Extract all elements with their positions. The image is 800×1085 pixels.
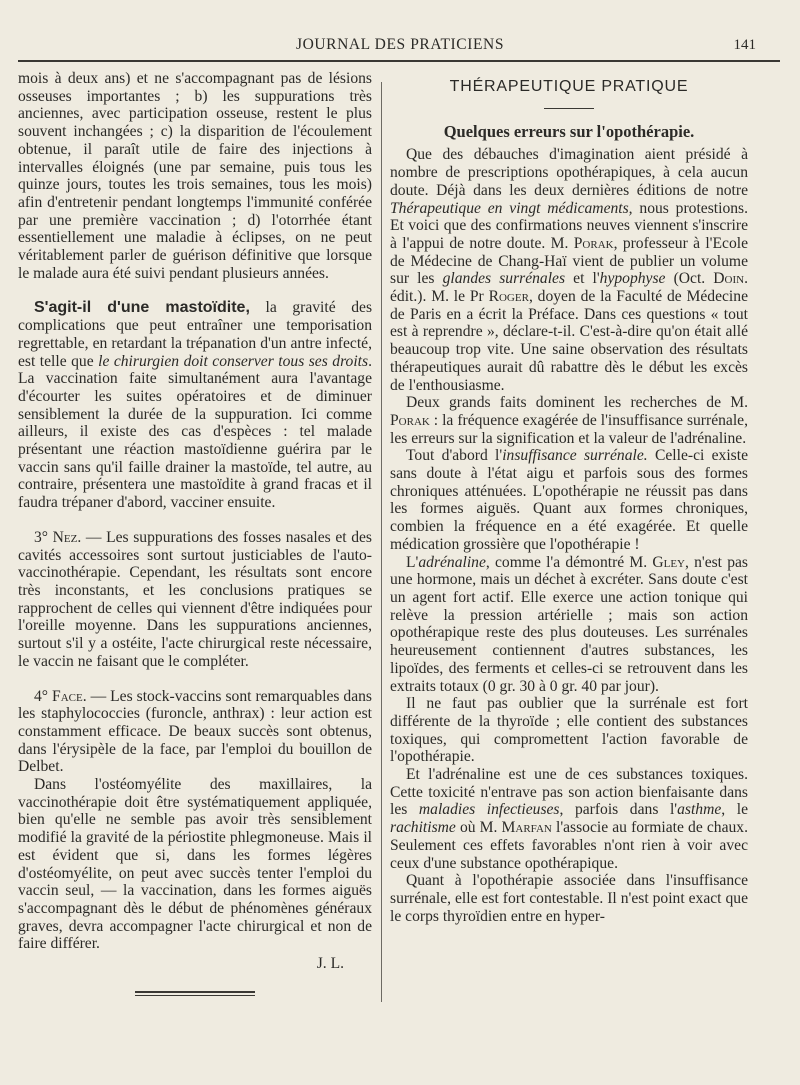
run-in-heading: S'agit-il d'une mastoïdite, bbox=[34, 299, 250, 317]
author-signature: J. L. bbox=[316, 955, 344, 973]
paragraph-intro: Que des débauches d'imagination aient présidé à nombre de prescriptions opothérapiques, à cela aucun doute. Déjà dans les deux dernières éditions de notre Thérapeutique en vingt médicaments, nous protestions. Et voici que des confirmations neuves viennent s'inscrire à l'appui de notre doute. M. Porak, professeur à l'Ecole de Médecine de Chang-Haï vient de publier un volume sur les glandes surrénales et l'hypophyse (Oct. Doin. édit.). M. le Pr Roger, doyen de la Faculté de Médecine de Paris en a écrit la Préface. Dans ces questions « tout est à reprendre », déclare-t-il. C'est-à-dire qu'on était allé beaucoup trop vite. Une saine observation des résultats thérapeutiques aurait dû rabattre dès le début les excès de l'enthousiasme. bbox=[390, 146, 749, 394]
running-head bbox=[0, 36, 800, 58]
paragraph-face: 4° Face. — Les stock-vaccins sont remarquables dans les staphylococcies (furoncle, anthrax) : leur action est constamment efficace. De beaux succès sont obtenus, dans l'érysipèle de la face, par l'emploi du bouillon de Delbet. bbox=[18, 687, 372, 776]
section-heading: THÉRAPEUTIQUE PRATIQUE bbox=[449, 78, 689, 95]
paragraph-nez: 3° Nez. — Les suppurations des fosses nasales et des cavités accessoires sont surtout justiciables de l'auto-vaccinothérapie. Cependant, les résultats sont encore très inconstants, et les conclusions pratiques se rapprochent de celles qui viennent d'être indiquées pour l'oreille moyenne. Dans les suppurations anciennes, surtout s'il y a ostéite, l'acte chirurgical reste nécessaire, le vaccin ne faisant que le compléter. bbox=[18, 528, 372, 670]
section-rule bbox=[544, 108, 594, 109]
end-rule bbox=[135, 991, 255, 996]
subsection-label-face: Face. bbox=[52, 687, 87, 705]
paragraph-osteomyelitis: Dans l'ostéomyélite des maxillaires, la vaccinothérapie doit être systématiquement appliquée, bien qu'elle ne semble pas avoir très sensiblement modifié la gravité de la périostite phlegmoneuse. Mais il est évident que si, dans les formes légères d'ostéomyélite, on peut avec succès tenter l'emploi du vaccin seul, — la vaccination, dans les formes aiguës s'accompagnant dès le début de phénomènes généraux graves, devra accompagner l'acte chirurgical et non de faire différer. bbox=[18, 776, 372, 953]
emphasis: le chirurgien doit conserver tous ses droits bbox=[98, 352, 369, 370]
column-divider bbox=[381, 82, 382, 1002]
left-column bbox=[18, 70, 372, 996]
paragraph-toxicity: Et l'adrénaline est une de ces substances toxiques. Cette toxicité n'entrave pas son action bienfaisante dans les maladies infectieuses, parfois dans l'asthme, le rachitisme où M. Marfan l'associe au formiate de chaux. Seulement ces effets favorables n'ont rien à voir avec ceux d'une substance opothérapique. bbox=[390, 766, 748, 872]
article-title: Quelques erreurs sur l'opothérapie. bbox=[443, 121, 695, 141]
subsection-label-nez: Nez. bbox=[52, 528, 82, 546]
journal-title: JOURNAL DES PRATICIENS bbox=[295, 36, 505, 53]
paragraph-otorrhea-conclusions: mois à deux ans) et ne s'accompagnant pas de lésions osseuses importantes ; b) les suppurations très anciennes, avec participation osseuse, restent le plus souvent inchangées ; c) la disparition de l'écoulement obtenue, il paraît utile de faire des injections à intervalles éloignés (une par semaine, puis tous les quinze jours, toutes les trois semaines, tous les mois) afin d'entretenir pendant longtemps l'immunité conférée par une première vaccination ; d) l'otorrhée étant essentiellement une maladie à éclipses, on ne peut véritablement parler de guérison définitive que lorsque le malade aura été suivi pendant plusieurs années. bbox=[18, 70, 372, 282]
paragraph-associated: Quant à l'opothérapie associée dans l'insuffisance surrénale, elle est fort contestable. Il n'est point exact que le corps thyroïdien entre en hyper- bbox=[390, 872, 748, 925]
paragraph-mastoiditis: S'agit-il d'une mastoïdite, la gravité des complications que peut entraîner une temporisation regrettable, en retardant la trépanation d'un antre infecté, est telle que le chirurgien doit conserver tous ses droits. La vaccination faite simultanément aura l'avantage d'écourter les suites opératoires et de diminuer sensiblement la durée de la suppuration. Ici comme ailleurs, il existe des cas d'espèces : tel malade présentant une réaction mastoïdienne guérira par le vaccin sans qu'il faille drainer la mastoïde, tel autre, au contraire, présentera une mastoïdite à grand fracas et il faudra trépaner d'abord, vacciner ensuite. bbox=[18, 299, 373, 512]
header-rule bbox=[18, 60, 780, 62]
paragraph-insufficiency: Tout d'abord l'insuffisance surrénale. Celle-ci existe sans doute à l'état aigu et parfois sous des formes chroniques atténuées. L'opothérapie ne réussit pas dans les formes aiguës. Quant aux formes chroniques, combien la fréquence en a été exagérée. Et quelle médication grossière que l'opothérapie ! bbox=[390, 447, 748, 553]
right-column bbox=[390, 70, 748, 925]
paragraph-adrenaline: L'adrénaline, comme l'a démontré M. Gley, n'est pas une hormone, mais un déchet à excréter. Sans doute c'est un agent fort actif. Elle exerce une action tonique qui relève la pression artérielle ; mais son action opothérapique reste des plus douteuses. Les surrénales heureusement contiennent d'autres substances, les lipoïdes, des ferments et celles-ci se retrouvent dans les extraits totaux (0 gr. 30 à 0 gr. 40 par jour). bbox=[390, 553, 748, 695]
page-number: 141 bbox=[733, 37, 756, 53]
paragraph-thyroid: Il ne faut pas oublier que la surrénale est fort différente de la thyroïde ; elle contient des substances toxiques, qui compromettent l'action favorable de l'opothérapie. bbox=[390, 695, 748, 766]
paragraph-two-facts: Deux grands faits dominent les recherches de M. Porak : la fréquence exagérée de l'insuffisance surrénale, les erreurs sur la signification et la valeur de l'adrénaline. bbox=[390, 394, 748, 447]
